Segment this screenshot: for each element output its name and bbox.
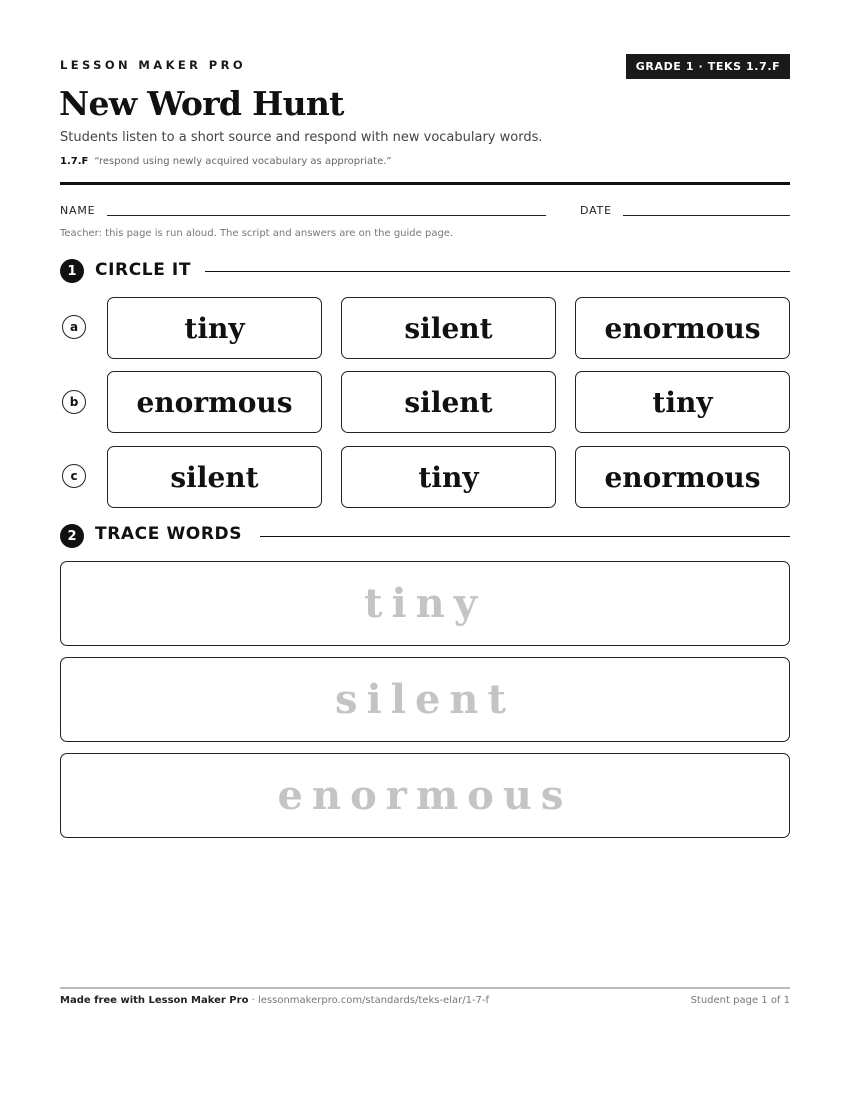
date-label: DATE [580, 204, 612, 217]
teacher-note: Teacher: this page is run aloud. The script and answers are on the guide page. [60, 228, 454, 239]
section-1-number: 1 [60, 259, 84, 283]
section-1-divider [205, 271, 790, 272]
footer-page-number: Student page 1 of 1 [690, 995, 790, 1006]
footer-made-with: Made free with Lesson Maker Pro [60, 995, 249, 1006]
word-choice[interactable]: silent [107, 446, 322, 508]
row-letter-b: b [62, 390, 86, 414]
section-2-number: 2 [60, 524, 84, 548]
word-choice[interactable]: enormous [107, 371, 322, 433]
row-letter-c: c [62, 464, 86, 488]
trace-word-box[interactable]: silent [60, 657, 790, 742]
word-choice[interactable]: tiny [341, 446, 556, 508]
standard-line [60, 156, 392, 167]
word-choice[interactable]: silent [341, 297, 556, 359]
footer-credit [60, 995, 489, 1006]
word-choice[interactable]: enormous [575, 297, 790, 359]
word-choice[interactable]: silent [341, 371, 556, 433]
section-2-divider [260, 536, 790, 537]
footer-divider [60, 987, 790, 989]
footer-url: · lessonmakerpro.com/standards/teks-elar/1-7-f [248, 995, 490, 1006]
section-1-title: CIRCLE IT [95, 260, 192, 280]
standard-text: “respond using newly acquired vocabulary as appropriate.” [94, 156, 392, 167]
trace-word-box[interactable]: tiny [60, 561, 790, 646]
name-label: NAME [60, 204, 96, 217]
header-divider [60, 182, 790, 185]
row-letter-a: a [62, 315, 86, 339]
page-title: New Word Hunt [59, 84, 344, 123]
page-subtitle: Students listen to a short source and respond with new vocabulary words. [60, 130, 543, 145]
word-choice[interactable]: tiny [575, 371, 790, 433]
section-2-title: TRACE WORDS [95, 524, 243, 544]
name-field[interactable] [107, 215, 546, 216]
date-field[interactable] [623, 215, 790, 216]
trace-word-box[interactable]: enormous [60, 753, 790, 838]
standard-code: 1.7.F [60, 156, 89, 167]
grade-badge: GRADE 1 · TEKS 1.7.F [626, 54, 790, 79]
word-choice[interactable]: enormous [575, 446, 790, 508]
word-choice[interactable]: tiny [107, 297, 322, 359]
brand-name: LESSON MAKER PRO [60, 58, 247, 72]
